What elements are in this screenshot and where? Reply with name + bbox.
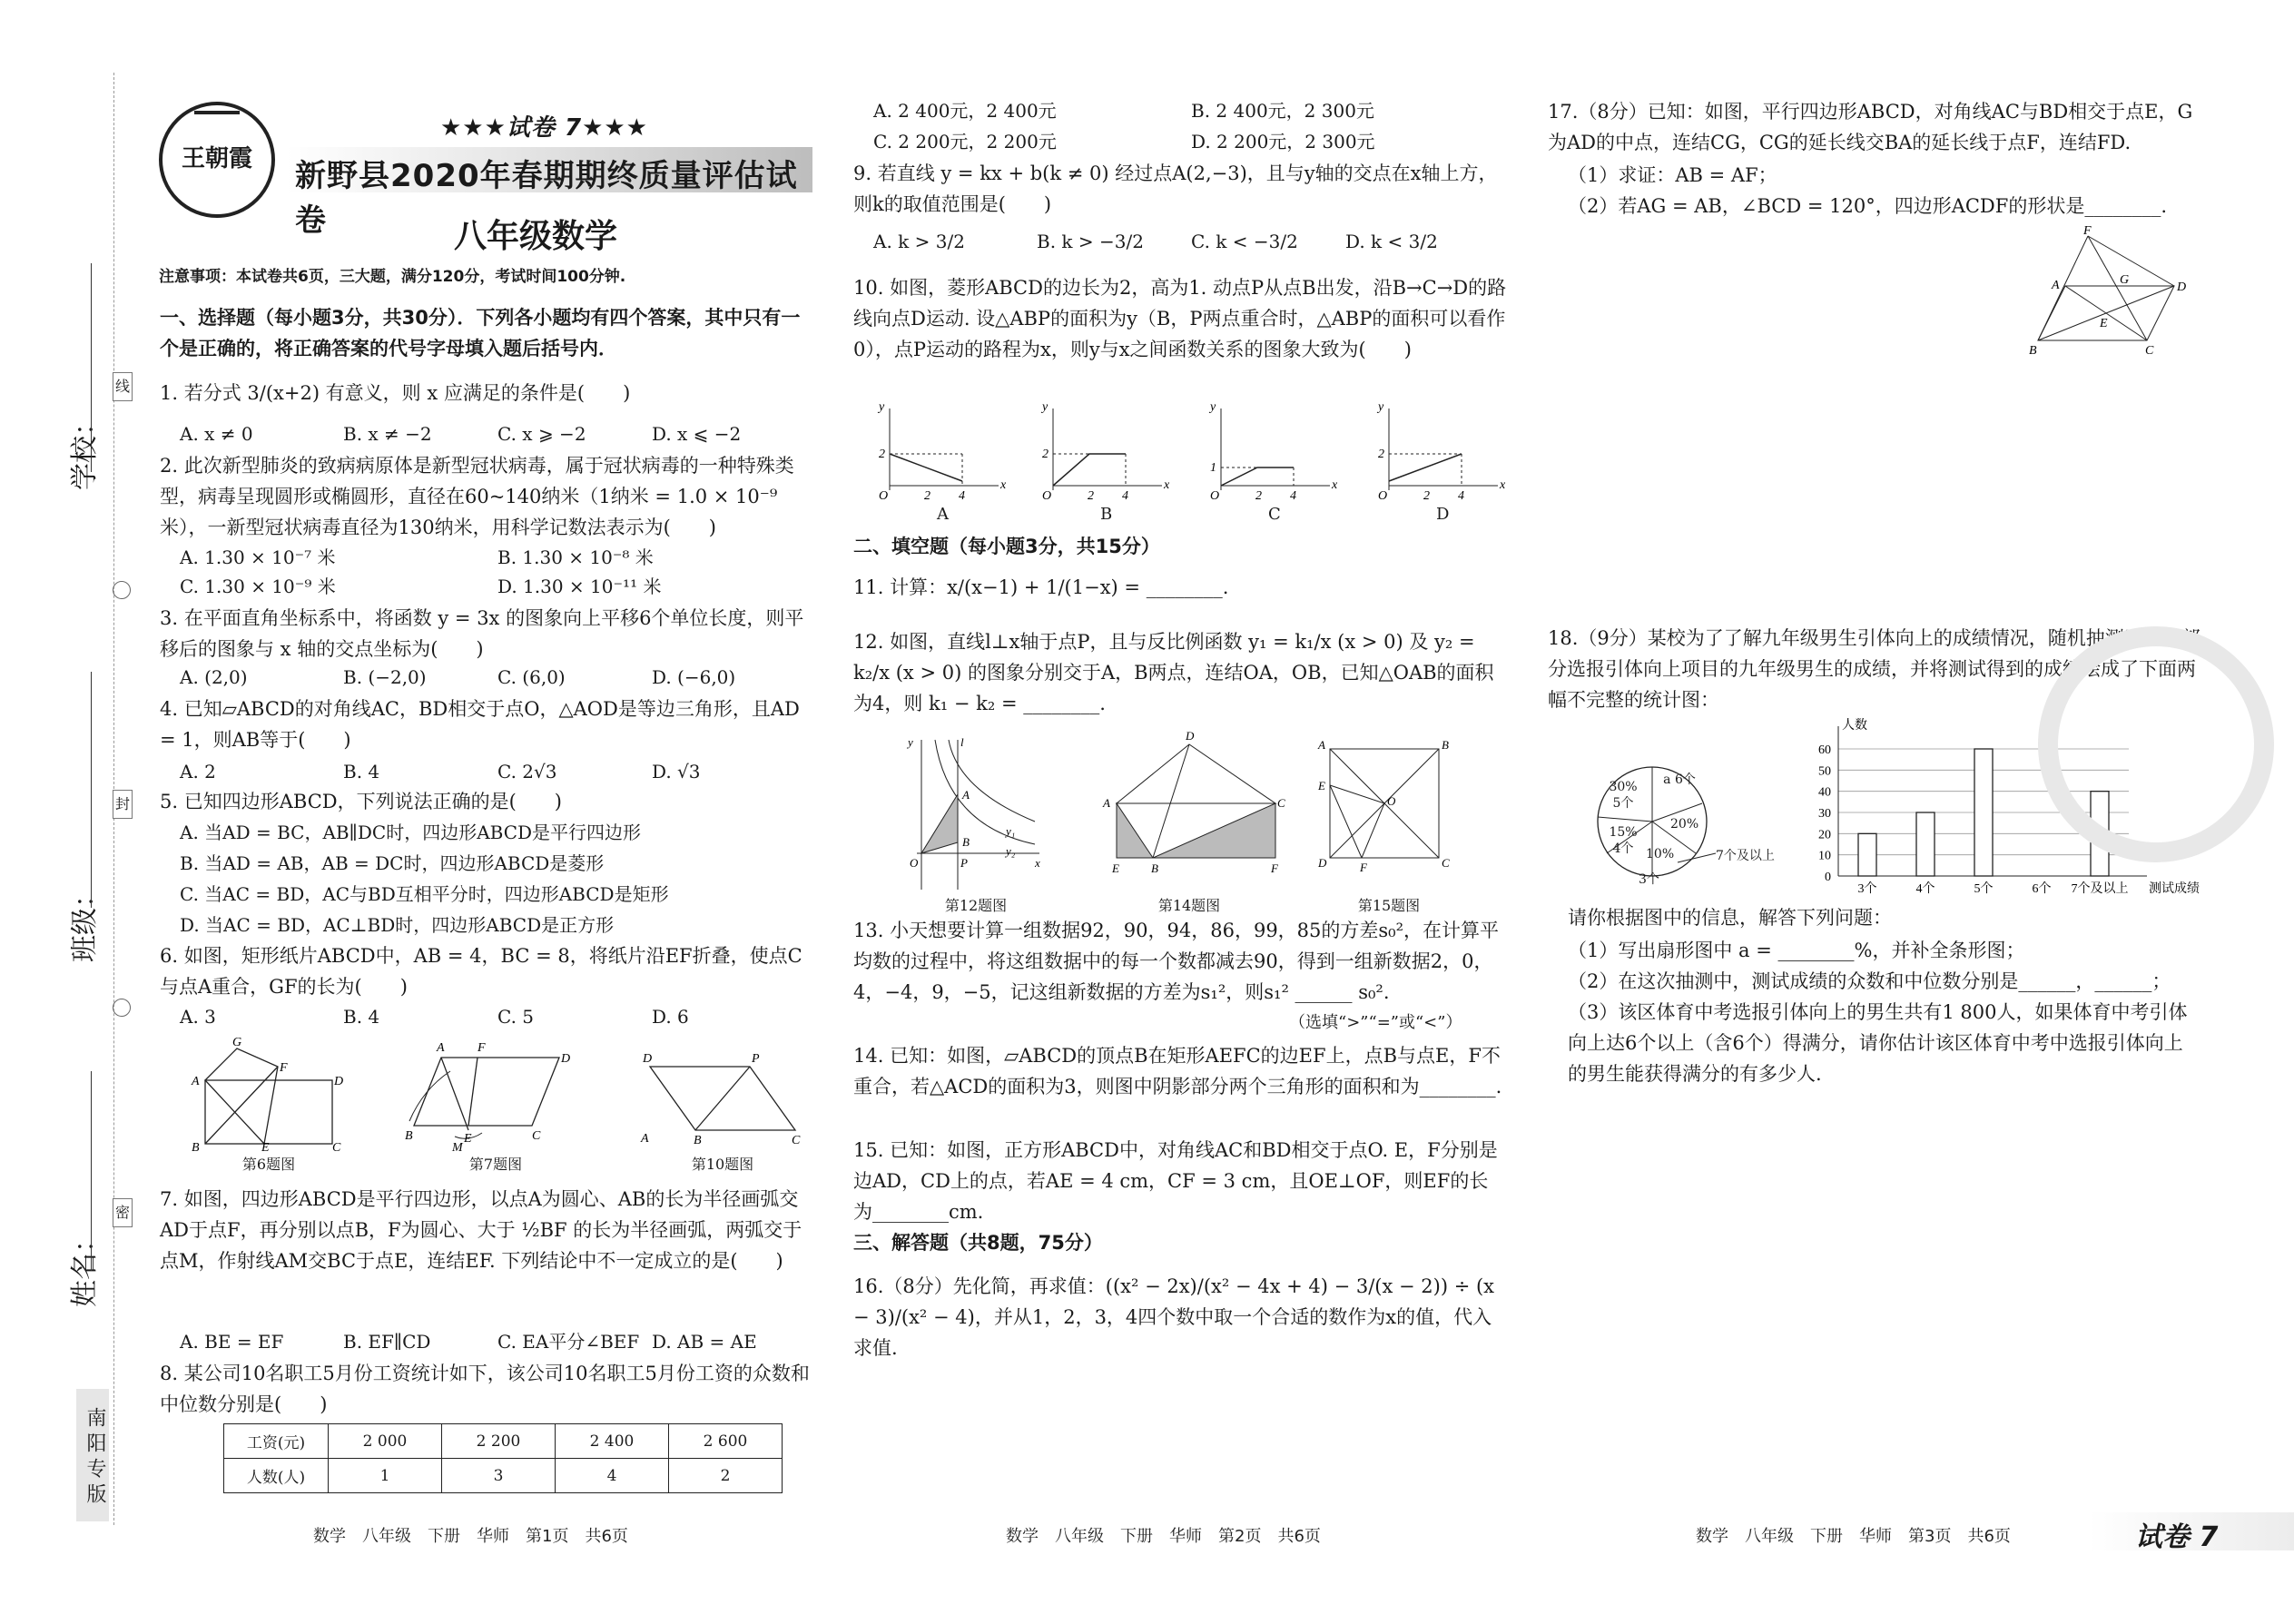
pie-label-15: 15% 4个	[1609, 825, 1638, 856]
bar-chart-bar	[1974, 749, 1993, 876]
q4-option-b[interactable]: B. 4	[343, 761, 380, 782]
q2-option-b[interactable]: B. 1.30 × 10⁻⁸ 米	[497, 546, 654, 568]
svg-text:D: D	[1318, 856, 1327, 870]
svg-text:E: E	[464, 1132, 472, 1146]
q8-text: 8. 某公司10名职工5月份工资统计如下，该公司10名职工5月份工资的众数和中位数分别是( )	[160, 1363, 810, 1415]
q4-option-a[interactable]: A. 2	[180, 761, 216, 782]
svg-text:B: B	[1442, 738, 1449, 752]
wage-table-cell: 4	[556, 1459, 669, 1493]
fig14	[1098, 729, 1285, 917]
q13-hint: （选填“>”“=”或“<”）	[1289, 1013, 1462, 1032]
svg-text:y: y	[1210, 400, 1216, 414]
svg-text:1: 1	[1210, 461, 1216, 475]
q16-text: 16.（8分）先化简，再求值：((x² − 2x)/(x² − 4x + 4) − 3/(x − 2)) ÷ (x − 3)/(x² − 4)，并从1，2，3，4四个数中取一个合适的数作为x的值，代入求值.	[853, 1275, 1495, 1359]
svg-text:C: C	[1442, 856, 1450, 870]
svg-text:O: O	[1387, 794, 1396, 808]
svg-text:F: F	[1271, 861, 1278, 875]
bar-chart-xtick: 7个及以上	[2071, 882, 2129, 896]
q3-option-c[interactable]: C. (6,0)	[497, 666, 566, 688]
wage-table-cell: 2 600	[669, 1424, 783, 1459]
q8-options-row2	[873, 127, 1509, 156]
svg-text:G: G	[2120, 273, 2130, 287]
fig10-caption: 第10题图	[691, 1156, 754, 1173]
wage-table-cell: 1	[329, 1459, 442, 1493]
svg-text:2: 2	[1255, 489, 1262, 503]
section1-heading: 一、选择题（每小题3分，共30分）．下列各小题均有四个答案，其中只有一个是正确的，将正确答案的代号字母填入题后括号内．	[160, 307, 801, 359]
svg-text:A: A	[2052, 279, 2060, 292]
edition-stamp: 南阳专版	[76, 1389, 109, 1521]
q10-label-c[interactable]: C	[1268, 505, 1281, 524]
fig15	[1316, 740, 1462, 917]
section2-heading: 二、填空题（每小题3分，共15分）	[853, 536, 1160, 557]
q10-label-b[interactable]: B	[1100, 505, 1113, 524]
fig17	[2029, 224, 2210, 363]
q14-text: 14. 已知：如图，▱ABCD的顶点B在矩形AEFC的边EF上，点B与点E，F不重合，若△ACD的面积为3，则图中阴影部分两个三角形的面积和为________.	[853, 1045, 1502, 1097]
pie-label-10: 10%	[1646, 847, 1675, 861]
svg-text:F: F	[1360, 861, 1367, 874]
bar-chart-xtick: 5个	[1974, 882, 1994, 896]
section3-heading: 三、解答题（共8题，75分）	[853, 1232, 1103, 1254]
q6-options	[180, 1002, 815, 1031]
bar-chart-ytick: 40	[1818, 785, 1831, 800]
bar-chart-xlabel: 测试成绩	[2149, 882, 2200, 896]
q4-option-c[interactable]: C. 2√3	[497, 761, 557, 782]
q1-option-a[interactable]: A. x ≠ 0	[180, 423, 253, 445]
name-field[interactable]	[91, 1071, 92, 1271]
bar-chart-bar	[1858, 833, 1876, 876]
q18-part2: （2）在这次抽测中，测试成绩的众数和中位数分别是______，______；	[1568, 970, 2171, 992]
q7-option-a[interactable]: A. BE = EF	[180, 1331, 284, 1353]
bar-chart-xtick: 4个	[1915, 882, 1935, 896]
q6-text: 6. 如图，矩形纸片ABCD中，AB = 4，BC = 8，将纸片沿EF折叠，使点C与点A重合，GF的长为( )	[160, 945, 802, 998]
q10-graph-d	[1376, 400, 1506, 503]
wage-table	[223, 1423, 783, 1493]
svg-text:O: O	[910, 856, 919, 870]
q17-part1: （1）求证：AB = AF；	[1568, 164, 1777, 186]
q13-text: 13. 小天想要计算一组数据92，90，94，86，99，85的方差s₀²，在计算平均数的过程中，将这组数据中的每一个数都减去90，得到一组新数据2，0，4，−4，9，−5，记这组新数据的方差为s₁²，则s₁² ______ s₀².	[853, 920, 1500, 1003]
q5-option-b[interactable]: B. 当AD = AB，AB = DC时，四边形ABCD是菱形	[180, 852, 605, 874]
pie-label-7plus: 7个及以上	[1716, 849, 1775, 863]
q2-option-d[interactable]: D. 1.30 × 10⁻¹¹ 米	[497, 576, 662, 597]
svg-text:O: O	[1210, 489, 1220, 503]
bar-chart-xtick: 3个	[1857, 882, 1877, 896]
fig6	[187, 1035, 350, 1180]
school-label: 学校：	[69, 408, 101, 490]
binding-margin	[0, 0, 150, 1624]
bar-chart-ytick: 30	[1818, 807, 1831, 821]
line-mark-1: 线	[113, 372, 133, 401]
svg-text:x: x	[1500, 478, 1506, 492]
q3-option-b[interactable]: B. (−2,0)	[343, 666, 427, 688]
svg-text:A: A	[192, 1075, 200, 1088]
q9-option-c[interactable]: C. k < −3/2	[1191, 231, 1298, 252]
binding-hole-1	[113, 581, 131, 599]
svg-text:E: E	[1318, 779, 1325, 792]
pie-chart	[1589, 763, 1797, 890]
q3-option-a[interactable]: A. (2,0)	[180, 666, 248, 688]
svg-text:4: 4	[959, 489, 965, 503]
svg-text:E: E	[1112, 861, 1119, 875]
svg-text:A: A	[1318, 738, 1325, 752]
svg-text:l: l	[960, 735, 964, 749]
q2-option-c[interactable]: C. 1.30 × 10⁻⁹ 米	[180, 576, 336, 597]
wage-table-wrap	[223, 1423, 783, 1493]
q15-text: 15. 已知：如图，正方形ABCD中，对角线AC和BD相交于点O. E，F分别是边AD，CD上的点，若AE = 4 cm，CF = 3 cm，且OE⊥OF，则EF的长为________cm.	[853, 1139, 1498, 1223]
q10-graph-a	[877, 400, 1007, 503]
svg-text:D: D	[561, 1052, 571, 1066]
svg-text:C: C	[532, 1129, 541, 1143]
svg-text:O: O	[1378, 489, 1388, 503]
fig7	[405, 1035, 586, 1180]
q7-option-b[interactable]: B. EF∥CD	[343, 1331, 431, 1353]
q10-text: 10. 如图，菱形ABCD的边长为2，高为1. 动点P从点B出发，沿B→C→D的路线向点D运动. 设△ABP的面积为y（B，P两点重合时，△ABP的面积可以看作0），点P运动的路程为x，则y与x之间函数关系的图象大致为( )	[853, 277, 1507, 360]
svg-text:C: C	[332, 1141, 341, 1155]
svg-text:D: D	[334, 1075, 344, 1088]
svg-text:A: A	[641, 1132, 649, 1146]
svg-text:D: D	[2177, 281, 2187, 294]
fig12-caption: 第12题图	[944, 897, 1008, 914]
q8-option-c[interactable]: C. 2 200元，2 200元	[873, 131, 1057, 153]
svg-text:4: 4	[1458, 489, 1464, 503]
q10-graph-c	[1208, 400, 1338, 503]
q8-options-row1	[873, 96, 1509, 125]
wage-table-cell: 2 200	[442, 1424, 556, 1459]
svg-text:x: x	[1332, 478, 1338, 492]
q7-option-d[interactable]: D. AB = AE	[652, 1331, 757, 1353]
svg-text:4: 4	[1290, 489, 1296, 503]
svg-text:B: B	[405, 1129, 413, 1143]
q9-option-d[interactable]: D. k < 3/2	[1345, 231, 1438, 252]
svg-text:M: M	[452, 1141, 463, 1155]
corner-tag: 试卷 7	[2135, 1521, 2219, 1553]
class-field[interactable]	[91, 672, 92, 908]
q2-text: 2. 此次新型肺炎的致病病原体是新型冠状病毒，属于冠状病毒的一种特殊类型，病毒呈现圆形或椭圆形，直径在60~140纳米（1纳米 = 1.0 × 10⁻⁹米），一新型冠状病毒直径为130纳米，用科学记数法表示为( )	[160, 455, 794, 538]
subject-title: 八年级数学	[454, 218, 618, 255]
q9-options	[873, 227, 1509, 256]
svg-text:E: E	[2100, 317, 2108, 330]
q3-text: 3. 在平面直角坐标系中，将函数 y = 3x 的图象向上平移6个单位长度，则平移后的图象与 x 轴的交点坐标为( )	[160, 607, 804, 660]
svg-text:B: B	[192, 1141, 200, 1155]
q18-instruction: 请你根据图中的信息，解答下列问题：	[1568, 907, 1892, 929]
svg-text:x: x	[1164, 478, 1170, 492]
q4-options	[180, 757, 815, 786]
fig15-caption: 第15题图	[1357, 897, 1421, 914]
q17-text: 17.（8分）已知：如图，平行四边形ABCD，对角线AC与BD相交于点E，G为AD的中点，连结CG，CG的延长线交BA的延长线于点F，连结FD.	[1548, 101, 2193, 153]
pie-label-30: 30% 5个	[1609, 780, 1638, 811]
q10-graphs	[862, 399, 1507, 536]
wage-table-count-row	[224, 1459, 783, 1493]
logo-crown-icon	[194, 93, 240, 114]
svg-text:2: 2	[1088, 489, 1094, 503]
logo-text: 王朝霞	[181, 145, 252, 172]
q18-part1: （1）写出扇形图中 a = ________%，并补全条形图；	[1568, 940, 2025, 961]
q18-part3: （3）该区体育中考选报引体向上的男生共有1 800人，如果体育中考引体向上达6个以上（含6个）得满分，请你估计该区体育中考中选报引体向上的男生能获得满分的有多少人.	[1568, 1001, 2188, 1085]
svg-text:O: O	[1042, 489, 1052, 503]
q4-option-d[interactable]: D. √3	[652, 761, 701, 782]
q5-options	[180, 817, 815, 940]
q9-option-b[interactable]: B. k > −3/2	[1037, 231, 1144, 252]
exam-notice: 注意事项：本试卷共6页，三大题，满分120分，考试时间100分钟.	[159, 268, 626, 286]
wage-table-cell: 2 000	[329, 1424, 442, 1459]
svg-text:y: y	[908, 735, 913, 749]
name-label: 姓名：	[69, 1225, 101, 1307]
q10-label-a[interactable]: A	[937, 505, 949, 524]
wage-table-cell: 2 400	[556, 1424, 669, 1459]
class-label: 班级：	[69, 881, 101, 962]
svg-text:2: 2	[924, 489, 930, 503]
svg-text:y: y	[1378, 400, 1384, 414]
svg-text:y₁: y₁	[1006, 824, 1016, 838]
q7-option-c[interactable]: C. EA平分∠BEF	[497, 1331, 640, 1353]
fig6-caption: 第6题图	[241, 1156, 296, 1173]
q2-options-row1	[180, 543, 815, 572]
q10-graph-b	[1040, 400, 1170, 503]
q6-option-a[interactable]: A. 3	[180, 1006, 216, 1028]
bar-chart-ytick: 0	[1825, 871, 1831, 884]
q5-text: 5. 已知四边形ABCD，下列说法正确的是( )	[160, 791, 562, 812]
wage-table-cell: 2	[669, 1459, 783, 1493]
q1-options	[180, 419, 815, 448]
svg-text:x: x	[1000, 478, 1007, 492]
svg-text:B: B	[2029, 344, 2037, 358]
fig7-caption: 第7题图	[468, 1156, 523, 1173]
q3-options	[180, 663, 815, 692]
q6-option-d[interactable]: D. 6	[652, 1006, 689, 1028]
q9-option-a[interactable]: A. k > 3/2	[873, 231, 965, 252]
svg-text:F: F	[280, 1061, 288, 1075]
q6-option-c[interactable]: C. 5	[497, 1006, 535, 1028]
wage-table-cell: 工资(元)	[224, 1424, 329, 1459]
bar-chart-ytick: 60	[1818, 743, 1831, 757]
svg-text:F: F	[2083, 224, 2092, 238]
svg-text:4: 4	[1122, 489, 1128, 503]
bar-chart-bar	[1916, 812, 1935, 876]
svg-text:C: C	[1277, 796, 1285, 810]
pie-label-3: 3个	[1639, 872, 1659, 887]
q1-text: 1. 若分式 3/(x+2) 有意义，则 x 应满足的条件是( )	[160, 382, 631, 404]
q11-text: 11. 计算：x/(x−1) + 1/(1−x) = ________.	[853, 576, 1229, 598]
svg-text:A: A	[437, 1041, 445, 1055]
bar-chart-ytick: 50	[1818, 764, 1831, 779]
q5-option-a[interactable]: A. 当AD = BC，AB∥DC时，四边形ABCD是平行四边形	[180, 822, 642, 843]
q4-text: 4. 已知▱ABCD的对角线AC，BD相交于点O，△AOD是等边三角形，且AD = 1，则AB等于( )	[160, 698, 800, 751]
logo-badge	[159, 102, 275, 218]
line-mark-2: 封	[113, 790, 133, 819]
pie-label-20: 20%	[1670, 817, 1699, 832]
fig14-caption: 第14题图	[1157, 897, 1221, 914]
watermark-seal-icon	[2038, 626, 2274, 862]
svg-text:y₂: y₂	[1006, 844, 1016, 858]
wage-table-cell: 人数(人)	[224, 1459, 329, 1493]
exam-title: 新野县2020年春期期终质量评估试卷	[295, 158, 798, 239]
header	[159, 91, 812, 290]
exam-tag: ★★★试卷 7★★★	[440, 114, 648, 142]
q1-option-b[interactable]: B. x ≠ −2	[343, 423, 432, 445]
svg-text:2: 2	[879, 448, 885, 461]
footer-page-3: 数学 八年级 下册 华师 第3页 共6页	[1696, 1527, 2011, 1546]
q2-options-row2	[180, 572, 815, 601]
q12-text: 12. 如图，直线l⊥x轴于点P，且与反比例函数 y₁ = k₁/x (x > 0) 及 y₂ = k₂/x (x > 0) 的图象分别交于A，B两点，连结OA，OB，已知△OAB的面积为4，则 k₁ − k₂ = ________.	[853, 631, 1494, 714]
q1-option-d[interactable]: D. x ⩽ −2	[652, 423, 742, 445]
svg-text:2: 2	[1378, 448, 1384, 461]
svg-text:2: 2	[1423, 489, 1430, 503]
binding-hole-2	[113, 999, 131, 1017]
svg-text:O: O	[879, 489, 889, 503]
q18-text: 18.（9分）某校为了了解九年级男生引体向上的成绩情况，随机抽测了本区部分选报引体向上项目的九年级男生的成绩，并将测试得到的成绩绘成了下面两幅不完整的统计图：	[1548, 627, 2200, 711]
q8-option-d[interactable]: D. 2 200元，2 300元	[1191, 131, 1375, 153]
fig10	[641, 1035, 804, 1180]
svg-text:y: y	[1042, 400, 1049, 414]
svg-text:E: E	[261, 1141, 270, 1155]
bar-chart-ytick: 20	[1818, 828, 1831, 842]
svg-text:B: B	[1151, 861, 1158, 875]
svg-text:F: F	[478, 1041, 486, 1055]
school-field[interactable]	[91, 263, 92, 472]
fig12	[908, 735, 1044, 917]
q2-option-a[interactable]: A. 1.30 × 10⁻⁷ 米	[180, 546, 336, 568]
q6-option-b[interactable]: B. 4	[343, 1006, 380, 1028]
svg-text:x: x	[1035, 856, 1040, 870]
q8-option-a[interactable]: A. 2 400元，2 400元	[873, 100, 1057, 122]
wage-table-cell: 3	[442, 1459, 556, 1493]
footer-page-2: 数学 八年级 下册 华师 第2页 共6页	[1006, 1527, 1321, 1546]
svg-text:y: y	[879, 400, 885, 414]
bar-chart-ytick: 10	[1818, 849, 1831, 863]
q3-option-d[interactable]: D. (−6,0)	[652, 666, 736, 688]
svg-text:D: D	[643, 1052, 653, 1066]
q17-part2: （2）若AG = AB，∠BCD = 120°，四边形ACDF的形状是________.	[1568, 195, 2168, 217]
q9-text: 9. 若直线 y = kx + b(k ≠ 0) 经过点A(2,−3)，且与y轴的交点在x轴上方，则k的取值范围是( )	[853, 162, 1498, 215]
q7-text: 7. 如图，四边形ABCD是平行四边形，以点A为圆心、AB的长为半径画弧交AD于点F，再分别以点B，F为圆心、大于 ½BF 的长为半径画弧，两弧交于点M，作射线AM交BC于点E，连结EF. 下列结论中不一定成立的是( )	[160, 1188, 802, 1272]
bar-chart-xtick: 6个	[2032, 882, 2052, 896]
q8-option-b[interactable]: B. 2 400元，2 300元	[1191, 100, 1374, 122]
svg-text:2: 2	[1042, 448, 1049, 461]
q5-option-d[interactable]: D. 当AC = BD，AC⊥BD时，四边形ABCD是正方形	[180, 914, 615, 936]
svg-text:C: C	[792, 1134, 801, 1147]
svg-text:B: B	[694, 1134, 702, 1147]
svg-text:A: A	[1103, 796, 1110, 810]
svg-text:G: G	[232, 1036, 242, 1049]
svg-text:B: B	[962, 835, 970, 849]
svg-text:C: C	[2145, 344, 2154, 358]
wage-table-header-row	[224, 1424, 783, 1459]
svg-text:P: P	[960, 856, 968, 870]
q10-label-d[interactable]: D	[1436, 505, 1450, 524]
footer-page-1: 数学 八年级 下册 华师 第1页 共6页	[313, 1527, 628, 1546]
q7-options	[180, 1327, 815, 1356]
q1-option-c[interactable]: C. x ⩾ −2	[497, 423, 586, 445]
svg-text:P: P	[752, 1052, 760, 1066]
bar-chart-ylabel: 人数	[1842, 719, 1867, 733]
line-mark-3: 密	[113, 1198, 133, 1227]
q5-option-c[interactable]: C. 当AC = BD，AC与BD互相平分时，四边形ABCD是矩形	[180, 883, 669, 905]
pie-label-a: a 6个	[1663, 773, 1696, 787]
svg-text:A: A	[962, 788, 970, 802]
svg-text:D: D	[1186, 729, 1195, 743]
